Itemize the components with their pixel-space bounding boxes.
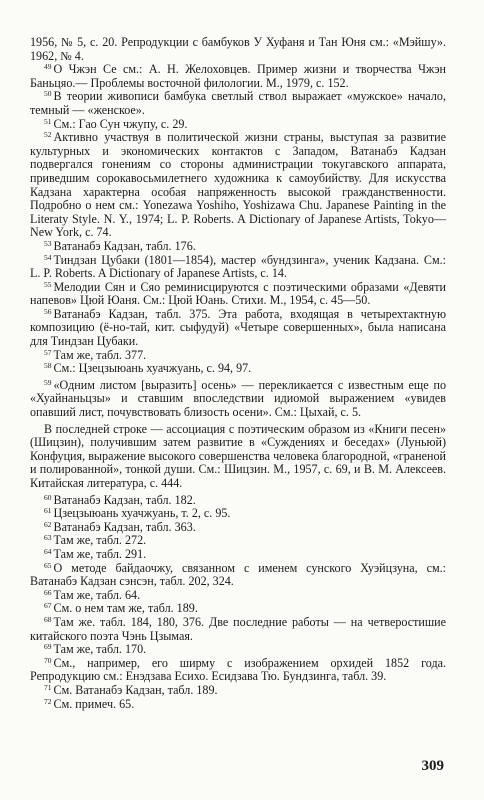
endnote-number: 53 — [44, 238, 52, 248]
endnote-67: $^{67}$ См. о нем там же, табл. 189. — [44, 601, 198, 616]
endnote-64: $^{64}$ Там же, табл. 291. — [44, 546, 147, 561]
endnote-49: $^{49}$ О Чжэн Се см.: А. Н. Желоховцев. Пример жизни и творчества Чжэн Баньцяо.— Проблемы восточной филологии. М., 1979, с. 152. — [30, 62, 446, 90]
endnote-66: $^{66}$ Там же, табл. 64. — [44, 587, 141, 602]
endnote-58: $^{58}$ См.: Цзецзыюань хуачжуань, с. 94, 97. — [44, 361, 252, 376]
endnote-continued: 1956, № 5, с. 20. Репродукции с бамбуков У Хуфаня и Тан Юня см.: «Мэйшу». 1962, № 4. — [30, 35, 446, 63]
endnote-61: $^{61}$ Цзецзыюань хуачжуань, т. 2, с. 95. — [44, 506, 231, 521]
endnote-53: $^{53}$ Ватанабэ Кадзан, табл. 176. — [44, 238, 196, 253]
endnote-number: 50 — [44, 89, 52, 99]
endnote-number: 70 — [44, 655, 52, 665]
endnote-54: $^{54}$ Тиндзан Цубаки (1801—1854), мастер «бундзинга», ученик Кадзана. См.: L. P. Roberts. A Dictionary of Japanese Artists, с. 14. — [30, 252, 446, 281]
endnote-65: $^{65}$ О методе байдаочжу, связанном с именем сунского Хуэйцзуна, см.: Ватанабэ Кадзан сэнсэн, табл. 202, 324. — [30, 560, 446, 589]
endnote-50: $^{50}$ В теории живописи бамбука светлый ствол выражает «мужское» начало, темный — «женское». — [30, 89, 446, 117]
endnote-number: 51 — [44, 116, 52, 126]
endnote-number: 68 — [44, 614, 52, 624]
endnote-number: 64 — [44, 546, 52, 556]
endnote-51: $^{51}$ См.: Гао Сун чжупу, с. 29. — [44, 116, 188, 131]
endnote-number: 59 — [44, 377, 52, 387]
endnote-70: $^{70}$ См., например, его ширму с изображением орхидей 1852 года. Репродукцию см.: Енэдзава Есихо. Есидзава Тю. Бундзинга, табл. 39. — [30, 655, 446, 684]
endnote-72: $^{72}$ См. примеч. 65. — [44, 696, 135, 711]
endnote-71: $^{71}$ См. Ватанабэ Кадзан, табл. 189. — [44, 682, 218, 697]
endnote-number: 69 — [44, 642, 52, 652]
endnote-55: $^{55}$ Мелодии Сян и Сяо реминисцируются с поэтическими образами «Девяти напевов» Цюй Юаня. См.: Цюй Юань. Стихи. М., 1954, с. 45—50. — [30, 279, 446, 308]
endnote-number: 60 — [44, 492, 52, 502]
endnote-63: $^{63}$ Там же, табл. 272. — [44, 533, 147, 548]
endnote-57: $^{57}$ Там же, табл. 377. — [44, 347, 147, 362]
endnote-number: 63 — [44, 533, 52, 543]
endnotes — [30, 36, 446, 711]
endnote-number: 49 — [44, 62, 52, 72]
endnote-number: 56 — [44, 306, 52, 316]
endnote-62: $^{62}$ Ватанабэ Кадзан, табл. 363. — [44, 519, 196, 534]
page-number: 309 — [421, 758, 444, 774]
endnote-number: 65 — [44, 560, 52, 570]
endnote-59: $^{59}$ «Одним листом [выразить] осень» — перекликается с известным еще по «Хуайнаньцзы» и ставшим впоследствии идиомой выражением «увидев опавший лист, почувствовать близость осени». См.: Цыхай, с. 5. — [30, 377, 446, 420]
endnote-56: $^{56}$ Ватанабэ Кадзан, табл. 375. Эта работа, входящая в четырехтактную композицию (ё-но-тай, кит. сыфудуй) «Четыре совершенных», была написана для Тиндзан Цубаки. — [30, 306, 446, 349]
endnote-number: 62 — [44, 519, 52, 529]
endnote-number: 67 — [44, 601, 52, 611]
endnote-52: $^{52}$ Активно участвуя в политической жизни страны, выступая за развитие культурных и экономических контактов с Западом, Ватанабэ Кадзан подвергался гонениям со стороны администрации токугавского аппарата, приведшим сорокавосьмилетнего художника к самоубийству. Для искусства Кадзана характерна особая напряженность высокой гражданственности. Подробно о нем см.: Yonezawa Yoshiho, Yoshizawa Chu. Japanese Painting in the Literaty Style. N. Y., 1974; L. P. Roberts. A Dictionary of Japanese Artists, Tokyo—New York, с. 74. — [30, 130, 446, 240]
endnote-69: $^{69}$ Там же, табл. 170. — [44, 642, 147, 657]
endnote-number: 61 — [44, 506, 52, 516]
endnote-number: 72 — [44, 696, 52, 706]
endnote-number: 57 — [44, 347, 52, 357]
endnote-number: 54 — [44, 252, 52, 262]
endnote-68: $^{68}$ Там же. табл. 184, 180, 376. Две последние работы — на четверостишие китайского поэта Чэнь Цзымая. — [30, 614, 446, 643]
endnote-paragraph: В последней строке — ассоциация с поэтическим образом из «Книги песен» (Шицзин), получившим затем развитие в «Суждениях и беседах» (Луньюй) Конфуция, выражение высокого совершенства человека благородной, «граненой и полированной», тонкой души. См.: Шицзин. М., 1957, с. 69, и В. М. Алексеев. Китайская литература, с. 444. — [30, 421, 446, 490]
endnote-number: 55 — [44, 279, 52, 289]
endnote-number: 66 — [44, 587, 52, 597]
endnote-60: $^{60}$ Ватанабэ Кадзан, табл. 182. — [44, 492, 196, 507]
endnote-number: 52 — [44, 130, 52, 140]
endnote-number: 58 — [44, 361, 52, 371]
endnote-number: 71 — [44, 682, 52, 692]
